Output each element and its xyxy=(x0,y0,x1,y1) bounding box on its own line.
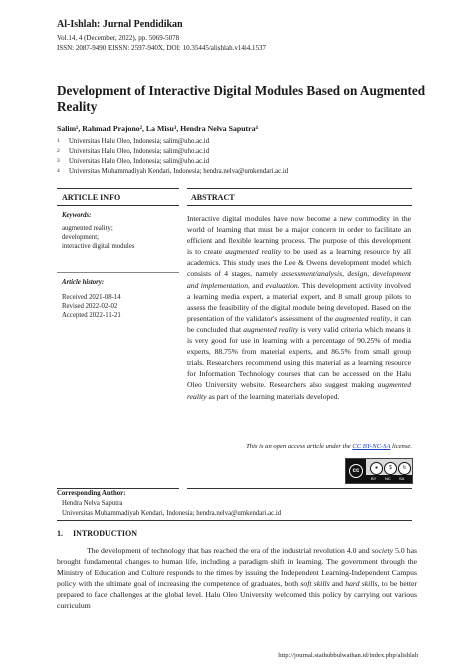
journal-volume: Vol.14, 4 (December, 2022), pp. 5069-5078 xyxy=(57,34,180,42)
history-label: Article history: xyxy=(62,279,105,286)
history-received: Received 2021-08-14 xyxy=(62,294,121,301)
corresponding-affiliation: Universitas Muhammadiyah Kendari, Indonesia; hendra.nelva@umkendari.ac.id xyxy=(62,510,282,517)
abstract-top-rule xyxy=(187,188,412,189)
cc-license-badge[interactable] xyxy=(345,458,413,484)
article-info-bottom-rule xyxy=(57,488,179,489)
history-list xyxy=(62,293,121,320)
article-info-mid-rule xyxy=(57,272,179,273)
corresponding-name: Hendra Nelva Saputra xyxy=(62,500,123,507)
by-icon: ● xyxy=(370,462,383,475)
nc-label: NC xyxy=(385,476,391,481)
paper-title: Development of Interactive Digital Modules Based on Augmented Reality xyxy=(57,83,426,114)
abstract-bottom-rule xyxy=(187,488,412,489)
sa-label: SA xyxy=(399,476,405,481)
article-info-top-rule xyxy=(57,188,179,189)
history-revised: Revised 2022-02-02 xyxy=(62,303,118,310)
cc-icon: cc xyxy=(349,464,363,478)
footer-url[interactable]: http://journal.staihubbulwathan.id/index.php/alishlah xyxy=(278,652,418,659)
affiliation-1: 1 Universitas Halu Oleo, Indonesia; salim@uho.ac.id xyxy=(57,138,210,145)
keyword-item: development; xyxy=(62,234,99,241)
introduction-text: The development of technology that has reached the era of the industrial revolution 4.0 and society 5.0 has brought fundamental changes to human life, including a paradigm shift in learning. The government through the Ministry of Education and Culture responds to the times by issuing the Independent Learning-Independent Campus policy with the ultimate goal of increasing the competence of graduates, both soft skills and hard skills, to be better prepared to face challenges at the global level. Halu Oleo University welcomed this policy by carrying out various curriculum xyxy=(57,546,418,611)
paper-authors: Salim¹, Rahmad Prajono², La Misu³, Hendra Nelva Saputra⁴ xyxy=(57,124,258,133)
journal-title: Al-Ishlah: Jurnal Pendidikan xyxy=(57,19,183,30)
corresponding-label: Corresponding Author: xyxy=(57,490,126,497)
open-access-note: This is an open access article under the CC BY-NC-SA license. xyxy=(246,443,412,450)
abstract-head-rule xyxy=(187,205,412,206)
abstract-heading: ABSTRACT xyxy=(191,193,235,202)
introduction-heading: 1. INTRODUCTION xyxy=(57,529,138,538)
affiliation-3: 3 Universitas Halu Oleo, Indonesia; salim@uho.ac.id xyxy=(57,158,210,165)
journal-issn: ISSN: 2087-9490 EISSN: 2597-940X, DOI: 10.35445/alishlah.v14i4.1537 xyxy=(57,44,267,52)
corresponding-rule xyxy=(57,520,412,521)
sa-icon: ↻ xyxy=(398,462,411,475)
article-info-heading: ARTICLE INFO xyxy=(62,193,121,202)
nc-icon: $ xyxy=(384,462,397,475)
keywords-label: Keywords: xyxy=(62,212,92,219)
keyword-item: interactive digital modules xyxy=(62,243,135,250)
affiliation-4: 4 Universitas Muhammadiyah Kendari, Indonesia; hendra.nelva@umkendari.ac.id xyxy=(57,168,289,175)
history-accepted: Accepted 2022-11-21 xyxy=(62,312,121,319)
affiliation-2: 2 Universitas Halu Oleo, Indonesia; salim@uho.ac.id xyxy=(57,148,210,155)
keyword-item: augmented reality; xyxy=(62,225,113,232)
article-info-head-rule xyxy=(57,205,179,206)
abstract-text: Interactive digital modules have now become a new commodity in the world of learning that must be a major concern in order to facilitate an efficient and flexible learning process. The purpose of this development is to create augmented reality to be used as a learning resource by all academics. This study uses the Lee & Owens development model which consists of 4 stages, namely assessment/analysis, design, development and implementation, and evaluation. This development activity involved a learning media expert, a material expert, and 8 small group pilots to assess the feasibility of the digital module being developed. Based on the presentation of the validator's assessment of the augmented reality, it can be concluded that augmented reality is very valid criteria which means it is very good for use in learning with a percentage of 90.25% of media experts, 88.75% from material experts, and 86.5% from small group trials. Researchers recommend using this material as a learning resource for Information Technology courses that can be accessed on the Halu Oleo University website. Researchers also suggest making augmented reality as part of the learning materials developed. xyxy=(187,214,412,401)
license-link[interactable]: CC BY-NC-SA xyxy=(352,443,391,450)
by-label: BY xyxy=(371,476,377,481)
keywords-list xyxy=(62,224,134,251)
